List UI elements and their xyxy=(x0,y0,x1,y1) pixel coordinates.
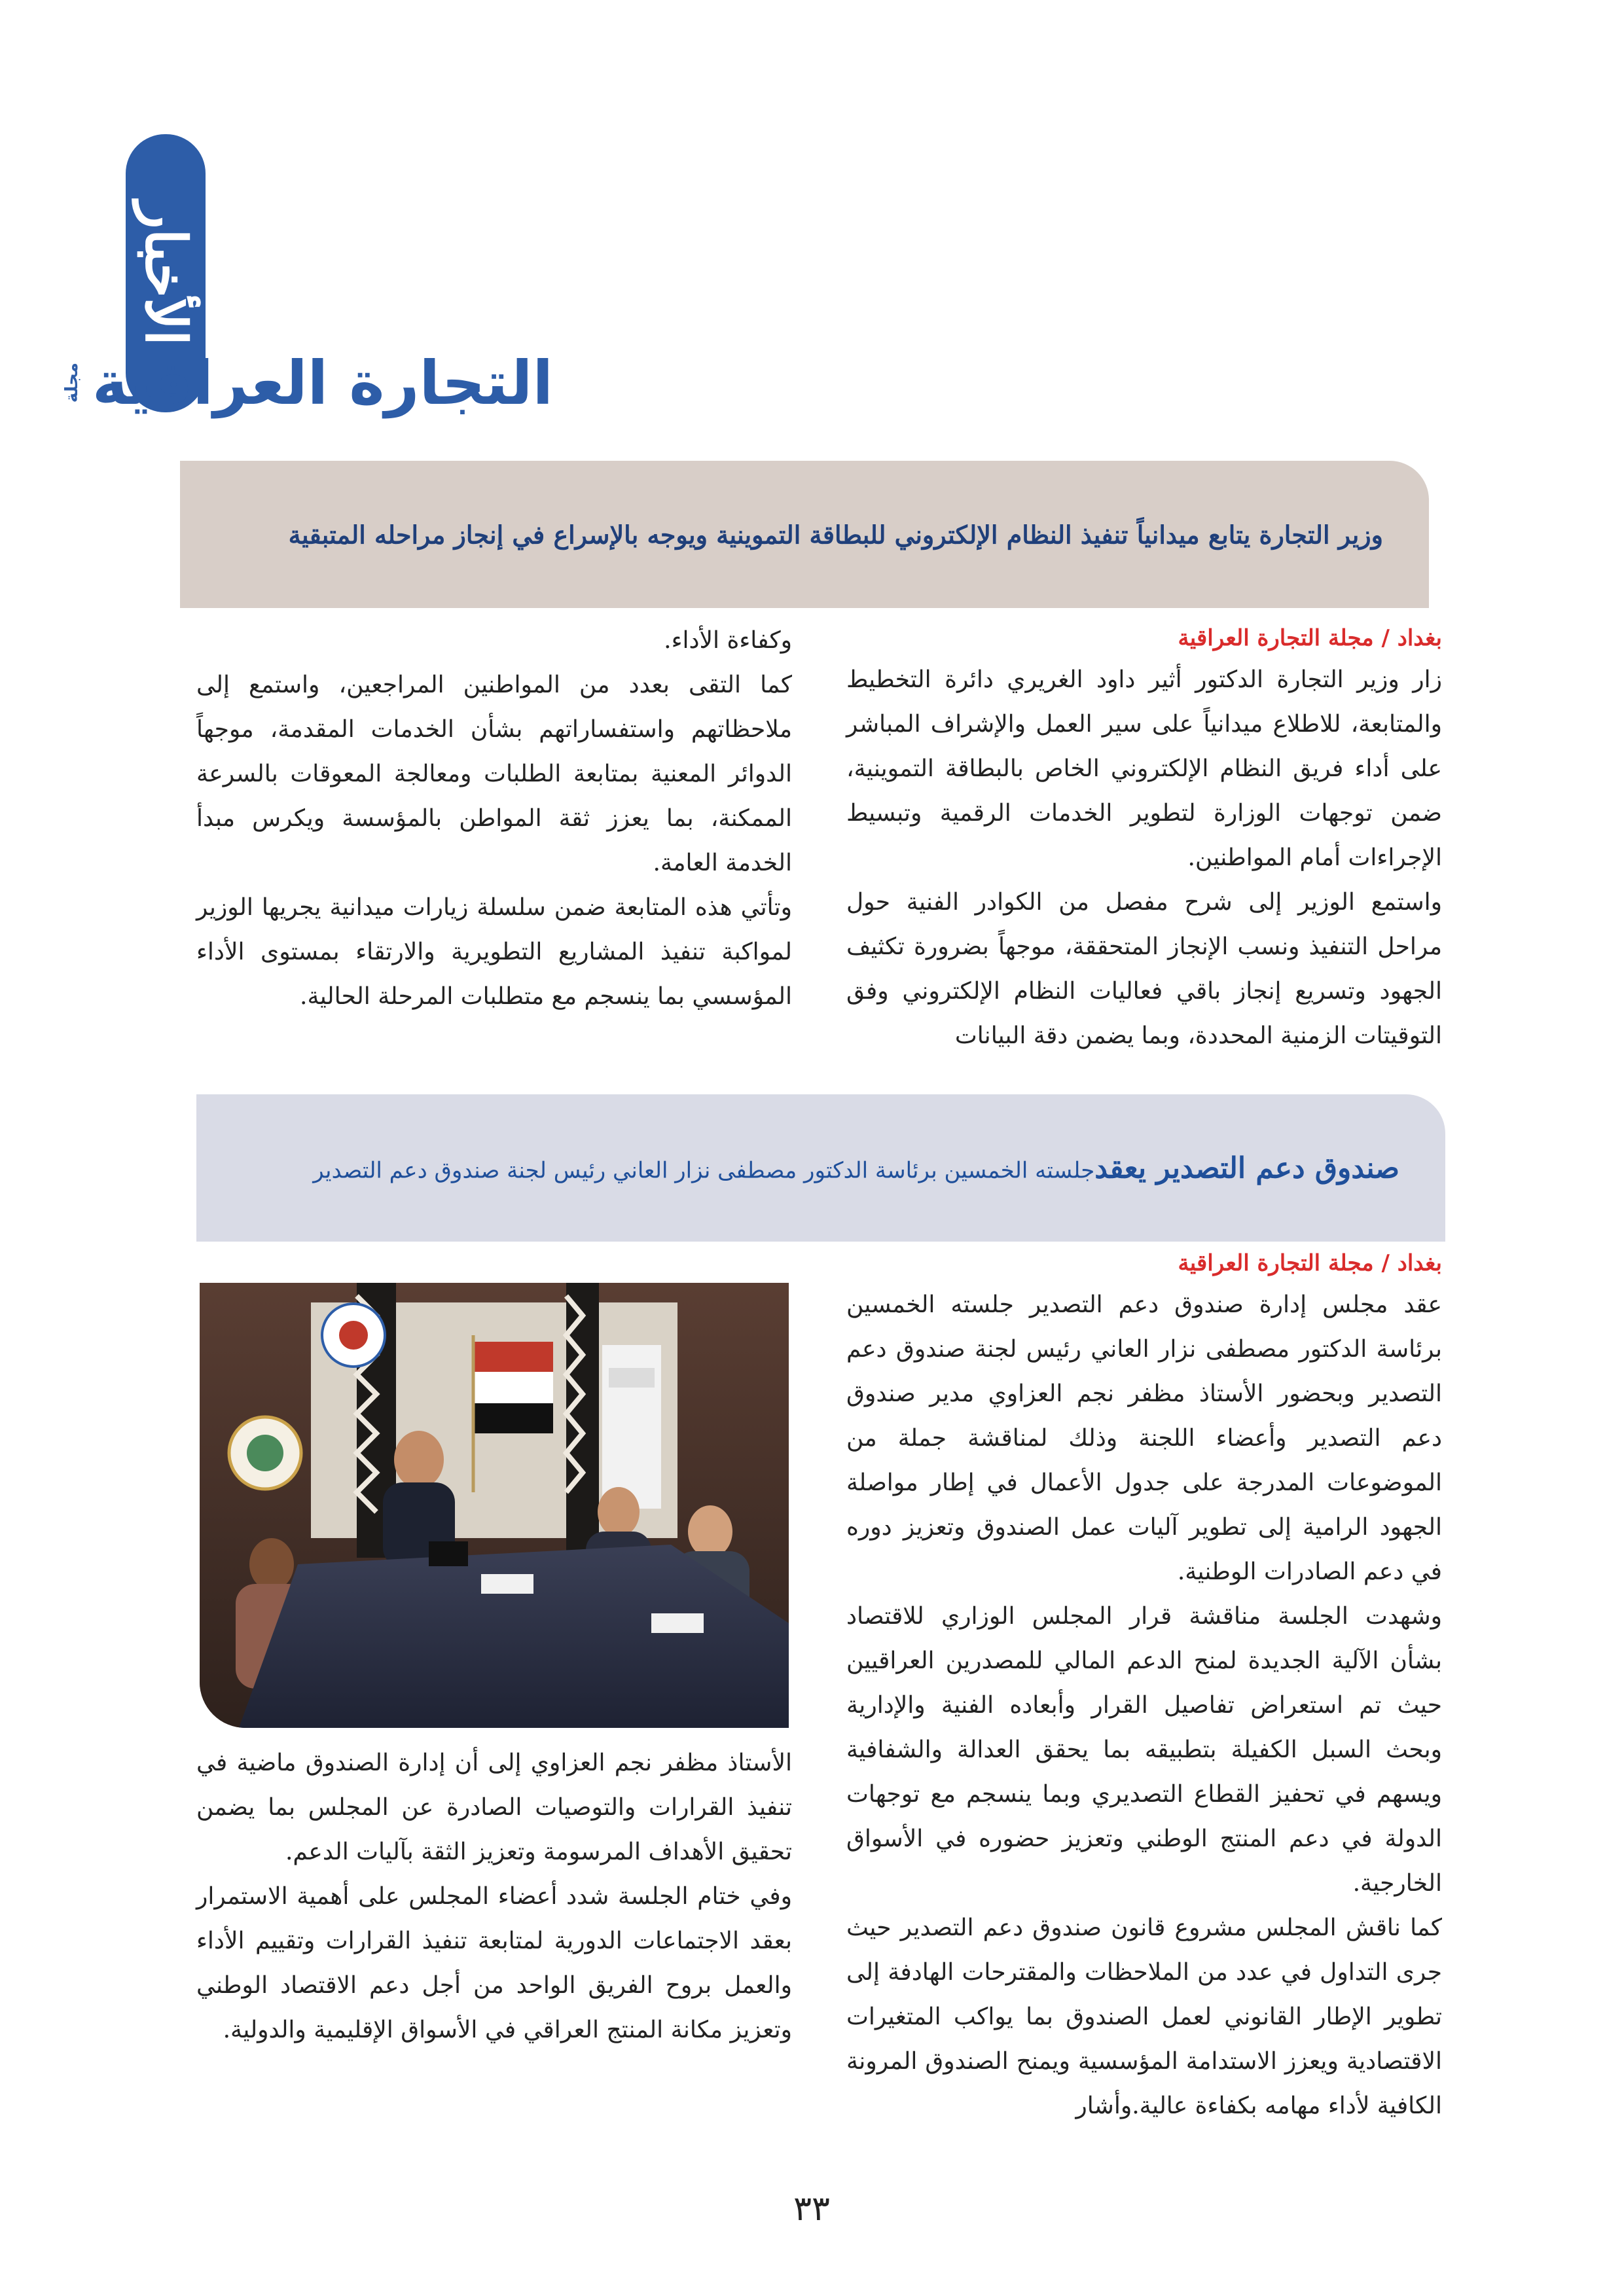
article2-paragraph: كما ناقش المجلس مشروع قانون صندوق دعم التصدير حيث جرى التداول في عدد من الملاحظات والمقترحات الهادفة إلى تطوير الإطار القانوني لعمل الصندوق بما يواكب المتغيرات الاقتصادية ويعزز الاستدامة المؤسسية ويمنح الصندوق المرونة الكافية لأداء مهامه بكفاءة عالية.وأشار xyxy=(846,1914,1442,2119)
article2-paragraph: الأستاذ مظفر نجم العزاوي إلى أن إدارة الصندوق ماضية في تنفيذ القرارات والتوصيات الصادرة عن المجلس بما يضمن تحقيق الأهداف المرسومة وتعزيز الثقة بآليات الدعم. xyxy=(196,1749,792,1865)
article1-byline: بغداد / مجلة التجارة العراقية xyxy=(1178,625,1442,651)
article2-paragraph: وشهدت الجلسة مناقشة قرار المجلس الوزاري للاقتصاد بشأن الآلية الجديدة لمنح الدعم المالي للمصدرين العراقيين حيث تم استعراض تفاصيل القرار وأبعاده الفنية والإدارية وبحث السبل الكفيلة بتطبيقه بما يحقق العدالة والشفافية ويسهم في تحفيز القطاع التصديري وبما ينسجم مع توجهات الدولة في دعم المنتج الوطني وتعزيز حضوره في الأسواق الخارجية. xyxy=(846,1603,1442,1897)
article1-paragraph: زار وزير التجارة الدكتور أثير داود الغريري دائرة التخطيط والمتابعة، للاطلاع ميدانياً على سير العمل والإشراف المباشر على أداء فريق النظام الإلكتروني الخاص بالبطاقة التموينية، ضمن توجهات الوزارة لتطوير الخدمات الرقمية وتبسيط الإجراءات أمام المواطنين. xyxy=(846,666,1442,871)
logo-prefix: مجلة xyxy=(62,363,82,403)
article1-headline: وزير التجارة يتابع ميدانياً تنفيذ النظام الإلكتروني للبطاقة التموينية ويوجه بالإسراع في إنجاز مراحله المتبقية xyxy=(288,520,1383,549)
article2-paragraph: وفي ختام الجلسة شدد أعضاء المجلس على أهمية الاستمرار بعقد الاجتماعات الدورية لمتابعة تنفيذ القرارات وتقييم الأداء والعمل بروح الفريق الواحد من أجل دعم الاقتصاد الوطني وتعزيز مكانة المنتج العراقي في الأسواق الإقليمية والدولية. xyxy=(196,1883,792,2043)
page-number: ٣٣ xyxy=(793,2189,830,2229)
meeting-photo xyxy=(200,1283,789,1728)
article1-paragraph: وكفاءة الأداء. xyxy=(664,627,792,654)
article1-right-column xyxy=(846,619,1442,1058)
section-tab-label: الأخبار xyxy=(132,201,199,346)
article1-paragraph: كما التقى بعدد من المواطنين المراجعين، واستمع إلى ملاحظاتهم واستفساراتهم بشأن الخدمات المقدمة، موجهاً الدوائر المعنية بمتابعة الطلبات ومعالجة المعوقات بالسرعة الممكنة، بما يعزز ثقة المواطن بالمؤسسة ويكرس مبدأ الخدمة العامة. xyxy=(196,672,792,876)
article2-left-column xyxy=(196,1741,792,2053)
article2-headline xyxy=(313,1151,1399,1185)
magazine-logo xyxy=(62,344,553,422)
article1-headline-band xyxy=(180,461,1429,608)
article2-headline-band xyxy=(196,1094,1445,1242)
article1-paragraph: واستمع الوزير إلى شرح مفصل من الكوادر الفنية حول مراحل التنفيذ ونسب الإنجاز المتحققة، موجهاً بضرورة تكثيف الجهود وتسريع إنجاز باقي فعاليات النظام الإلكتروني وفق التوقيتات الزمنية المحددة، وبما يضمن دقة البيانات xyxy=(846,889,1442,1049)
article2-right-column xyxy=(846,1244,1442,2128)
article2-paragraph: عقد مجلس إدارة صندوق دعم التصدير جلسته الخمسين برئاسة الدكتور مصطفى نزار العاني رئيس لجنة صندوق دعم التصدير وبحضور الأستاذ مظفر نجم العزاوي مدير صندوق دعم التصدير وأعضاء اللجنة وذلك لمناقشة جملة من الموضوعات المدرجة على جدول الأعمال في إطار مواصلة الجهود الرامية إلى تطوير آليات عمل الصندوق وتعزيز دوره في دعم الصادرات الوطنية. xyxy=(846,1291,1442,1585)
article1-paragraph: وتأتي هذه المتابعة ضمن سلسلة زيارات ميدانية يجريها الوزير لمواكبة تنفيذ المشاريع التطويرية والارتقاء بمستوى الأداء المؤسسي بما ينسجم مع متطلبات المرحلة الحالية. xyxy=(196,894,792,1010)
logo-title: التجارة العراقية xyxy=(92,348,553,418)
article2-headline-bold: صندوق دعم التصدير يعقد xyxy=(1094,1151,1399,1185)
article2-byline: بغداد / مجلة التجارة العراقية xyxy=(1178,1250,1442,1276)
article1-left-column xyxy=(196,619,792,1019)
article2-headline-rest: جلسته الخمسين برئاسة الدكتور مصطفى نزار العاني رئيس لجنة صندوق دعم التصدير xyxy=(313,1157,1095,1183)
